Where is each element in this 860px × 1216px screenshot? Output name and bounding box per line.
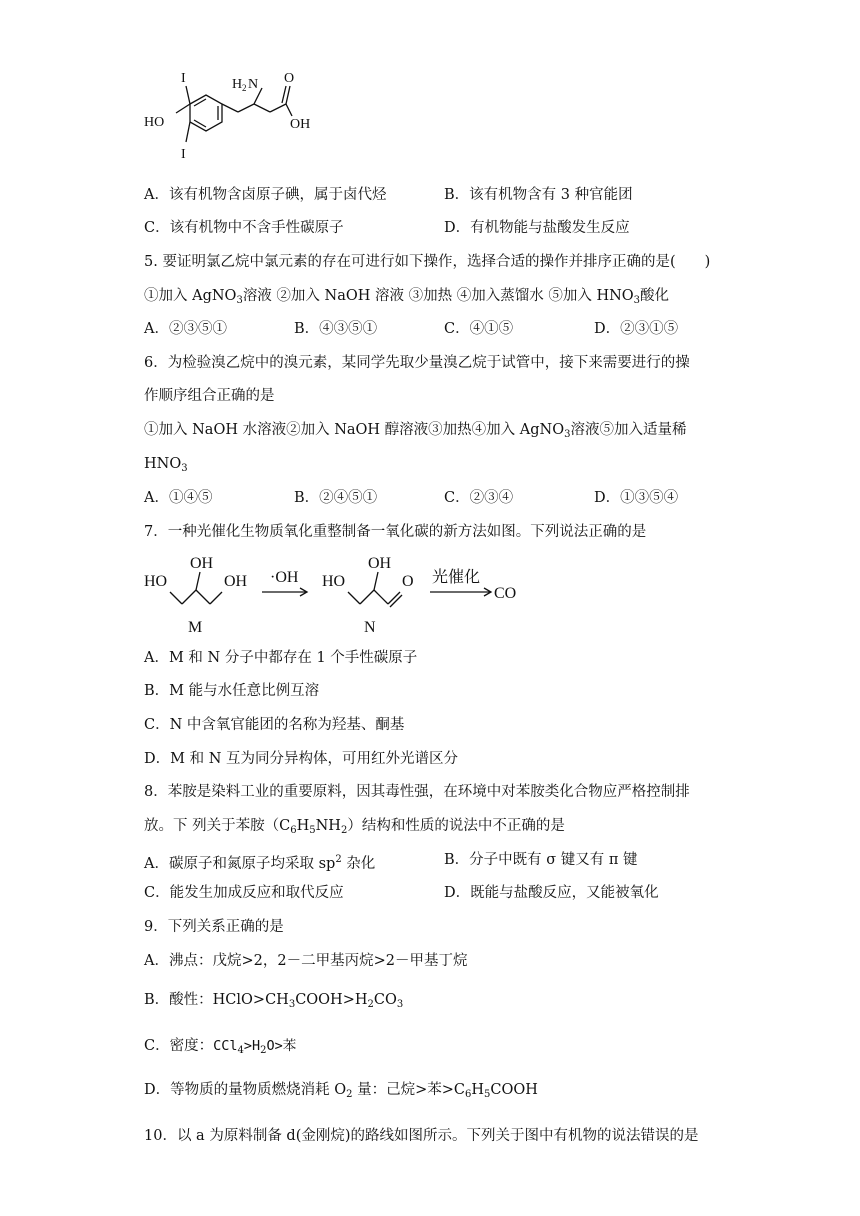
q5-option-b: B．④③⑤① [294, 321, 378, 337]
q6-option-a: A．①④⑤ [144, 490, 213, 506]
q7-n-carbonyl-o: O [402, 573, 414, 590]
q4-iodine-bottom-label: I [181, 147, 186, 162]
q4-option-b: B．该有机物含有 3 种官能团 [444, 187, 633, 203]
q7-n-oh-top: OH [368, 555, 392, 572]
q6-option-c: C．②③④ [444, 490, 514, 506]
q7-arrow1-reagent: ·OH [270, 569, 299, 586]
q7-stem: 7．一种光催化生物质氧化重整制备一氧化碳的新方法如图。下列说法正确的是 [144, 524, 647, 540]
q5-option-d: D．②③①⑤ [594, 321, 679, 337]
q4-carbonyl-o-label: O [284, 71, 295, 86]
q9-option-c: C．密度：$CCl_4>H_2O>$苯 [144, 1038, 297, 1056]
q8-option-d: D．既能与盐酸反应，又能被氧化 [444, 885, 659, 901]
q6-operations-line2: $HNO_3$ [144, 456, 188, 474]
q5-option-a: A．②③⑤① [144, 321, 227, 337]
q7-n-ho-left: HO [322, 573, 346, 590]
q7-option-a: A．M 和 N 分子中都存在 1 个手性碳原子 [144, 650, 418, 666]
q7-option-b: B．M 能与水任意比例互溶 [144, 683, 320, 699]
q10-stem: 10．以 a 为原料制备 d(金刚烷)的路线如图所示。下列关于图中有机物的说法错误的是 [144, 1128, 699, 1144]
q7-product-co: CO [494, 585, 517, 602]
q7-m-ho-left: HO [144, 573, 168, 590]
q4-amine-sub-label: 2 [242, 83, 247, 93]
q4-carboxyl-oh-label: OH [290, 117, 311, 132]
q4-iodine-top-label: I [181, 71, 186, 86]
q8-option-b: B．分子中既有 σ 键又有 π 键 [444, 852, 638, 868]
q7-arrow2-condition: 光催化 [432, 569, 481, 586]
q6-option-d: D．①③⑤④ [594, 490, 679, 506]
q8-option-c: C．能发生加成反应和取代反应 [144, 885, 344, 901]
q6-option-b: B．②④⑤① [294, 490, 378, 506]
q8-stem-line1: 8．苯胺是染料工业的重要原料，因其毒性强，在环境中对苯胺类化合物应严格控制排 [144, 784, 690, 800]
q7-n-label: N [364, 619, 376, 636]
q8-stem-line2: 放。下 列关于苯胺$(C_6H_5NH_2)$结构和性质的说法中不正确的是 [144, 818, 565, 836]
q7-m-oh-right: OH [224, 573, 248, 590]
q4-option-d: D．有机物能与盐酸发生反应 [444, 220, 630, 236]
q5-operations: ①加入 AgNO$_3$溶液 ②加入 NaOH 溶液 ③加热 ④加入蒸馏水 ⑤加入 $HNO_3$酸化 [144, 288, 670, 306]
q7-option-d: D．M 和 N 互为同分异构体，可用红外光谱区分 [144, 751, 458, 767]
q6-stem-line1: 6．为检验溴乙烷中的溴元素，某同学先取少量溴乙烷于试管中，接下来需要进行的操 [144, 355, 690, 371]
q7-m-oh-top: OH [190, 555, 214, 572]
q9-option-b: B．酸性：$HClO>CH_3COOH>H_2CO_3$ [144, 992, 404, 1010]
q8-option-a: A．碳原子和氮原子均采取 $sp^2$ 杂化 [144, 854, 376, 872]
q4-amine-h-label: H [232, 77, 243, 92]
q7-option-c: C．N 中含氧官能团的名称为羟基、酮基 [144, 717, 405, 733]
q5-option-c: C．④①⑤ [444, 321, 514, 337]
q4-amine-n-label: N [248, 77, 259, 92]
q6-stem-line2: 作顺序组合正确的是 [144, 388, 275, 404]
q4-structure-diagram [140, 66, 340, 174]
q6-operations-line1: ①加入 NaOH 水溶液②加入 NaOH 醇溶液③加热④加入 AgNO$_3$溶液⑤加入适量稀 [144, 422, 687, 440]
q9-option-d: D．等物质的量物质燃烧消耗 $O_2$ 量：己烷>苯$>C_6H_5COOH$ [144, 1082, 538, 1100]
q9-stem: 9．下列关系正确的是 [144, 919, 284, 935]
q4-option-c: C．该有机物中不含手性碳原子 [144, 220, 344, 236]
q7-reaction-scheme [140, 548, 540, 640]
q9-option-a: A．沸点：戊烷>2，2－二甲基丙烷>2－甲基丁烷 [144, 953, 468, 969]
q4-option-a: A．该有机物含卤原子碘，属于卤代烃 [144, 187, 387, 203]
q5-stem: 5. 要证明氯乙烷中氯元素的存在可进行如下操作，选择合适的操作并排序正确的是( ) [144, 254, 711, 270]
q4-hydroxyl-label: HO [144, 115, 165, 130]
q7-m-label: M [188, 619, 203, 636]
